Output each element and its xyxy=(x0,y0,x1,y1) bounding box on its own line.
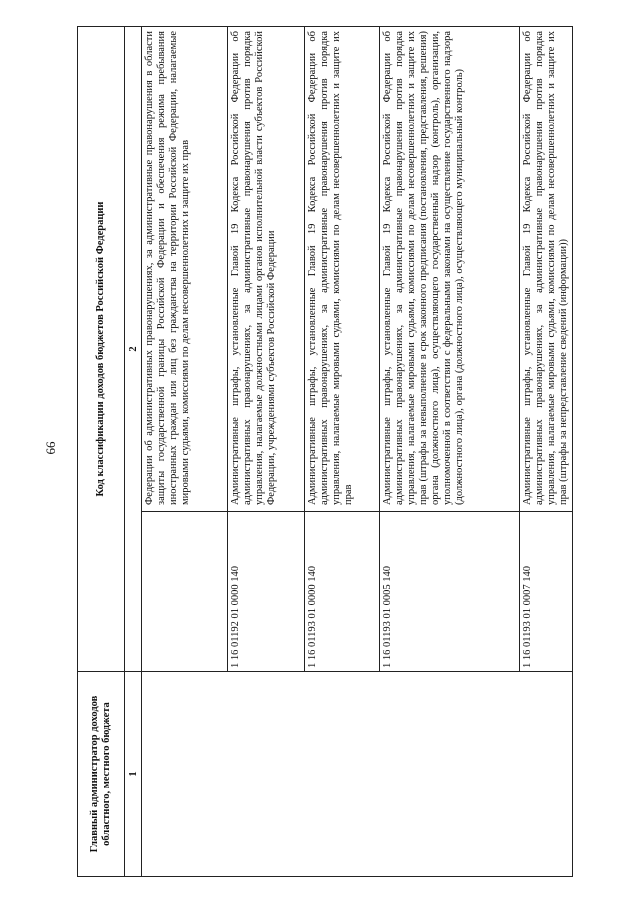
page-number: 66 xyxy=(43,441,58,455)
rotated-table-container xyxy=(77,27,567,877)
revenue-classification-table xyxy=(77,26,573,877)
row-code: 1 16 01193 01 0007 140 xyxy=(520,512,573,672)
row-description: Административные штрафы, установленные Главой 19 Кодекса Российской Федерации об административных правонарушениях, за административные правонарушения против порядка управления, налагаемые мировыми судьями, комиссиями по делам несовершеннолетних и защите их прав (штрафы за непредставление сведений (информации)) xyxy=(520,27,573,512)
table-number-row xyxy=(125,27,142,877)
administrator-cell xyxy=(142,672,573,877)
row-description: Административные штрафы, установленные Главой 19 Кодекса Российской Федерации об административных правонарушениях, за административные правонарушения против порядка управления, налагаемые мировыми судьями, комиссиями по делам несовершеннолетних и защите их прав (штрафы за невыполнение в срок законного предписания (постановления, представления, решения) органа (должностного лица), осуществляющего государственный надзор (контроль), организации, уполномоченной в соответствии с федеральными законами на осуществление государственного надзора (должностного лица), органа (должностного лица), осуществляющего муниципальный контроль) xyxy=(380,27,520,512)
row-description: Федерации об административных правонарушениях, за административные правонарушения в области защиты государственной границы Российской Федерации и обеспечения режима пребывания иностранных граждан или лиц без гражданства на территории Российской Федерации, налагаемые мировыми судьями, комиссиями по делам несовершеннолетних и защите их прав xyxy=(142,27,228,512)
table-header-row xyxy=(78,27,125,877)
row-description: Административные штрафы, установленные Главой 19 Кодекса Российской Федерации об административных правонарушениях, за административные правонарушения против порядка управления, налагаемые должностными лицами органов исполнительной власти субъектов Российской Федерации, учреждениями субъектов Российской Федерации xyxy=(228,27,305,512)
row-code: 1 16 01192 01 0000 140 xyxy=(228,512,305,672)
header-number-1: 1 xyxy=(125,672,142,877)
header-number-2: 2 xyxy=(125,27,142,672)
row-description: Административные штрафы, установленные Главой 19 Кодекса Российской Федерации об административных правонарушениях, за административные правонарушения против порядка управления, налагаемые мировыми судьями, комиссиями по делам несовершеннолетних и защите их прав xyxy=(305,27,380,512)
table-row xyxy=(142,27,228,877)
row-code: 1 16 01193 01 0000 140 xyxy=(305,512,380,672)
row-code: 1 16 01193 01 0005 140 xyxy=(380,512,520,672)
header-administrator: Главный администратор доходов областного, местного бюджета xyxy=(78,672,125,877)
row-code xyxy=(142,512,228,672)
header-classification-code: Код классификации доходов бюджетов Российской Федерации xyxy=(78,27,125,672)
